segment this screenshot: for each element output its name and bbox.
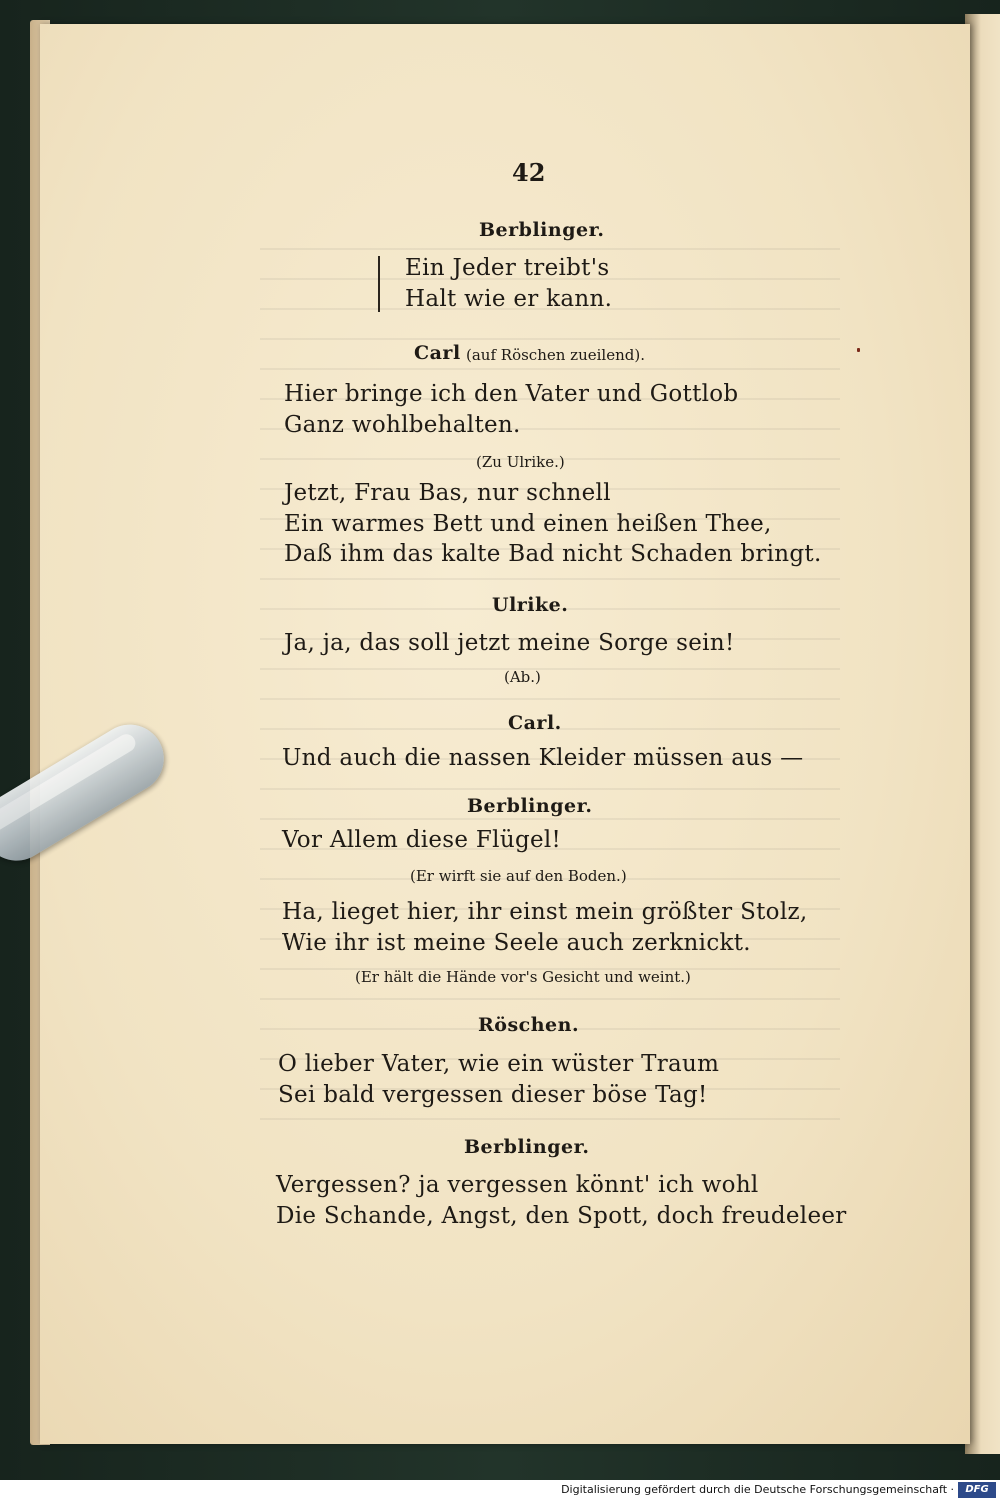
dfg-logo: DFG	[958, 1482, 996, 1498]
speaker-carl: Carl.	[508, 712, 562, 734]
footer-bar	[0, 1480, 1000, 1501]
verse-bracket	[378, 256, 380, 312]
verse-line: Ja, ja, das soll jetzt meine Sorge sein!	[284, 630, 735, 656]
verse-line: Jetzt, Frau Bas, nur schnell	[284, 480, 611, 506]
verse-line: Hier bringe ich den Vater und Gottlob	[284, 381, 739, 407]
speaker-berblinger: Berblinger.	[467, 795, 593, 817]
verse-line: Daß ihm das kalte Bad nicht Schaden bringt.	[284, 541, 822, 567]
verse-line: Und auch die nassen Kleider müssen aus —	[282, 745, 804, 771]
facing-page-edge	[965, 14, 1000, 1454]
verse-line: Vergessen? ja vergessen könnt' ich wohl	[276, 1172, 759, 1198]
speaker-ulrike: Ulrike.	[492, 594, 569, 616]
funding-credit: Digitalisierung gefördert durch die Deutsche Forschungsgemeinschaft ·	[561, 1483, 954, 1496]
verse-line: Sei bald vergessen dieser böse Tag!	[278, 1082, 708, 1108]
verse-line: Ein warmes Bett und einen heißen Thee,	[284, 511, 772, 537]
verse-line: Ein Jeder treibt's	[405, 255, 610, 281]
stage-direction: (Er hält die Hände vor's Gesicht und weint.)	[355, 968, 691, 986]
speaker-berblinger: Berblinger.	[479, 219, 605, 241]
stage-direction: (Er wirft sie auf den Boden.)	[410, 867, 627, 885]
speaker-roeschen: Röschen.	[478, 1014, 580, 1036]
verse-line: Vor Allem diese Flügel!	[282, 827, 562, 853]
verse-line: O lieber Vater, wie ein wüster Traum	[278, 1051, 720, 1077]
verse-line: Ha, lieget hier, ihr einst mein größter Stolz,	[282, 899, 808, 925]
verse-line: Ganz wohlbehalten.	[284, 412, 521, 438]
stage-direction: (Zu Ulrike.)	[476, 453, 565, 471]
speaker-berblinger: Berblinger.	[464, 1136, 590, 1158]
stage-direction: (auf Röschen zueilend).	[466, 346, 645, 364]
verse-line: Halt wie er kann.	[405, 286, 613, 312]
speaker-carl: Carl	[414, 342, 461, 364]
verse-line: Wie ihr ist meine Seele auch zerknickt.	[282, 930, 751, 956]
verse-line: Die Schande, Angst, den Spott, doch freudeleer	[276, 1203, 847, 1229]
ink-spot	[857, 348, 860, 352]
stage-direction: (Ab.)	[504, 668, 541, 686]
page-number: 42	[512, 158, 546, 187]
